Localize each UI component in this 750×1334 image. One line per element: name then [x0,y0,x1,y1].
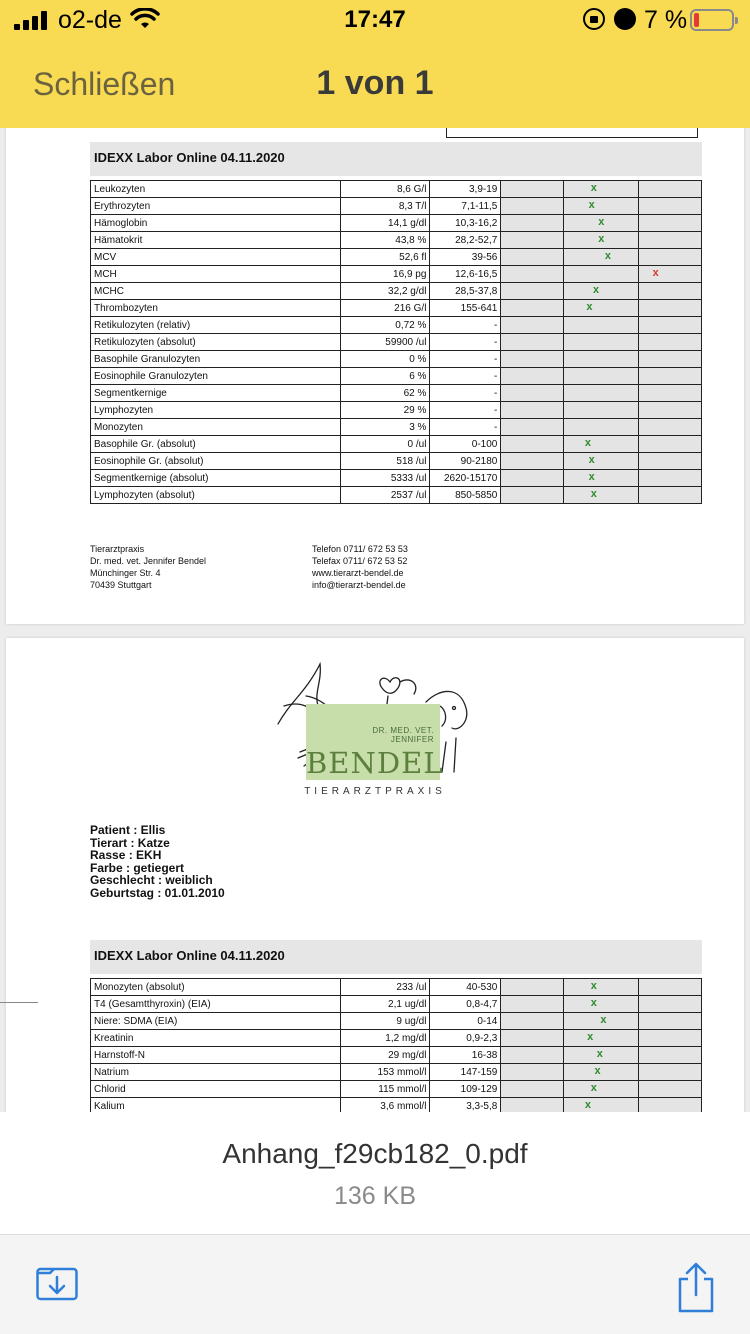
result-name: Erythrozyten [91,198,341,215]
range-bar-cell [501,300,564,317]
table-row [91,215,702,232]
bottom-toolbar [0,1234,750,1334]
range-bar-cell [639,334,702,351]
range-bar-cell [639,487,702,504]
range-bar-cell [564,300,639,317]
range-bar-cell [564,334,639,351]
range-bar-cell [564,198,639,215]
result-name: Retikulozyten (relativ) [91,317,341,334]
table-row [91,266,702,283]
table-row [91,181,702,198]
reference-range: 147-159 [430,1064,501,1081]
range-bar-cell [501,436,564,453]
table-row [91,436,702,453]
range-bar-cell [639,1013,702,1030]
table-row [91,1098,702,1113]
table-row [91,487,702,504]
range-bar-cell [564,1064,639,1081]
table-row [91,317,702,334]
range-bar-cell [564,249,639,266]
range-bar-cell [501,1081,564,1098]
practice-address: Tierarztpraxis Dr. med. vet. Jennifer Bendel Münchinger Str. 4 70439 Stuttgart [90,544,207,590]
result-name: Eosinophile Gr. (absolut) [91,453,341,470]
table-row [91,249,702,266]
range-bar-cell [501,1013,564,1030]
result-name: Hämoglobin [91,215,341,232]
result-name: Lymphozyten (absolut) [91,487,341,504]
page-frame-box [446,128,698,138]
in-range-mark: x [590,488,597,500]
alarm-icon [614,8,636,30]
in-range-mark: x [588,454,595,466]
in-range-mark: x [590,980,597,992]
result-value: 62 % [341,385,430,402]
range-bar-cell [501,487,564,504]
range-bar-cell [501,232,564,249]
range-bar-cell [501,249,564,266]
in-range-mark: x [590,182,597,194]
result-name: Basophile Gr. (absolut) [91,436,341,453]
result-value: 29 % [341,402,430,419]
navigation-header [0,0,750,128]
result-value: 6 % [341,368,430,385]
result-value: 0,72 % [341,317,430,334]
range-bar-cell [501,470,564,487]
in-range-mark: x [598,233,605,245]
range-bar-cell [639,1098,702,1113]
result-name: Lymphozyten [91,402,341,419]
result-name: Retikulozyten (absolut) [91,334,341,351]
range-bar-cell [639,996,702,1013]
result-name: Monozyten [91,419,341,436]
section-header-2 [90,940,702,974]
result-name: Kreatinin [91,1030,341,1047]
table-row [91,385,702,402]
range-bar-cell [501,1064,564,1081]
patient-color: Farbe : getiegert [90,860,185,875]
section-title: IDEXX Labor Online 04.11.2020 [94,150,285,165]
result-value: 233 /ul [341,979,430,996]
lab-results-table-2 [90,978,702,1112]
table-row [91,1047,702,1064]
range-bar-cell [639,283,702,300]
range-bar-cell [639,1064,702,1081]
logo-firstname: JENNIFER [390,735,434,744]
range-bar-cell [501,181,564,198]
status-time: 17:47 [344,6,406,33]
range-bar-cell [564,283,639,300]
range-bar-cell [564,215,639,232]
table-row [91,996,702,1013]
result-value: 14,1 g/dl [341,215,430,232]
reference-range: 12,6-16,5 [430,266,501,283]
range-bar-cell [564,1047,639,1064]
range-bar-cell [564,317,639,334]
table-row [91,402,702,419]
range-bar-cell [639,470,702,487]
save-to-files-icon[interactable] [36,1265,78,1301]
range-bar-cell [639,232,702,249]
range-bar-cell [501,453,564,470]
result-value: 29 mg/dl [341,1047,430,1064]
in-range-mark: x [598,216,605,228]
reference-range: - [430,385,501,402]
result-value: 0 /ul [341,436,430,453]
result-name: Eosinophile Granulozyten [91,368,341,385]
range-bar-cell [639,300,702,317]
share-icon[interactable] [676,1261,716,1313]
in-range-mark: x [590,997,597,1009]
result-value: 16,9 pg [341,266,430,283]
result-value: 518 /ul [341,453,430,470]
file-info-panel [0,1112,750,1234]
table-row [91,979,702,996]
range-bar-cell [639,198,702,215]
reference-range: 39-56 [430,249,501,266]
range-bar-cell [501,1030,564,1047]
range-bar-cell [639,1047,702,1064]
reference-range: - [430,317,501,334]
pdf-page-2 [6,638,744,1112]
file-size: 136 KB [333,1182,416,1210]
range-bar-cell [564,181,639,198]
status-bar [0,0,750,40]
result-name: Segmentkernige (absolut) [91,470,341,487]
patient-birthday: Geburtstag : 01.01.2010 [90,885,225,900]
table-row [91,198,702,215]
in-range-mark: x [594,1065,601,1077]
patient-breed: Rasse : EKH [90,848,162,862]
result-name: Leukozyten [91,181,341,198]
range-bar-cell [564,419,639,436]
range-bar-cell [639,317,702,334]
range-bar-cell [564,979,639,996]
range-bar-cell [501,368,564,385]
rotation-lock-icon [583,8,605,30]
result-name: T4 (Gesamtthyroxin) (EIA) [91,996,341,1013]
table-row [91,232,702,249]
table-row [91,1081,702,1098]
range-bar-cell [501,1047,564,1064]
reference-range: 109-129 [430,1081,501,1098]
reference-range: 10,3-16,2 [430,215,501,232]
result-name: MCV [91,249,341,266]
range-bar-cell [564,1030,639,1047]
range-bar-cell [501,419,564,436]
result-value: 9 ug/dl [341,1013,430,1030]
reference-range: 155-641 [430,300,501,317]
result-value: 3 % [341,419,430,436]
range-bar-cell [639,181,702,198]
in-range-mark: x [584,1099,591,1111]
section-header [90,142,702,176]
range-bar-cell [639,1081,702,1098]
result-value: 0 % [341,351,430,368]
result-value: 52,6 fl [341,249,430,266]
range-bar-cell [639,249,702,266]
in-range-mark: x [596,1048,603,1060]
patient-sex: Geschlecht : weiblich [90,873,213,887]
result-value: 32,2 g/dl [341,283,430,300]
reference-range: 850-5850 [430,487,501,504]
result-name: Kalium [91,1098,341,1113]
table-row [91,1013,702,1030]
range-bar-cell [501,1098,564,1113]
result-value: 8,6 G/l [341,181,430,198]
page-indicator: 1 von 1 [316,64,434,102]
range-bar-cell [501,334,564,351]
result-name: Monozyten (absolut) [91,979,341,996]
logo-name: BENDEL [306,746,444,780]
reference-range: 0,8-4,7 [430,996,501,1013]
range-bar-cell [564,402,639,419]
result-name: Niere: SDMA (EIA) [91,1013,341,1030]
range-bar-cell [564,266,639,283]
reference-range: - [430,334,501,351]
reference-range: 0-100 [430,436,501,453]
lab-results-table-1 [90,180,702,504]
out-of-range-mark: x [652,267,659,279]
section-title-2: IDEXX Labor Online 04.11.2020 [94,948,285,963]
reference-range: - [430,402,501,419]
scroll-indicator[interactable] [0,1002,38,1003]
range-bar-cell [639,979,702,996]
range-bar-cell [564,368,639,385]
reference-range: 3,3-5,8 [430,1098,501,1113]
result-value: 2537 /ul [341,487,430,504]
table-row [91,453,702,470]
range-bar-cell [639,385,702,402]
reference-range: - [430,419,501,436]
table-row [91,300,702,317]
in-range-mark: x [590,1082,597,1094]
result-name: MCH [91,266,341,283]
patient-name: Patient : Ellis [90,823,166,837]
range-bar-cell [501,385,564,402]
pdf-page-1 [6,128,744,624]
result-value: 5333 /ul [341,470,430,487]
result-name: Segmentkernige [91,385,341,402]
reference-range: - [430,368,501,385]
battery-icon [690,9,734,31]
table-row [91,368,702,385]
reference-range: 28,2-52,7 [430,232,501,249]
result-name: MCHC [91,283,341,300]
close-button[interactable]: Schließen [33,66,176,102]
patient-species: Tierart : Katze [90,835,170,850]
range-bar-cell [501,215,564,232]
reference-range: 7,1-11,5 [430,198,501,215]
table-row [91,334,702,351]
patient-info [90,824,225,899]
result-value: 3,6 mmol/l [341,1098,430,1113]
range-bar-cell [639,1030,702,1047]
range-bar-cell [639,402,702,419]
in-range-mark: x [587,1031,594,1043]
range-bar-cell [639,368,702,385]
range-bar-cell [564,232,639,249]
file-name: Anhang_f29cb182_0.pdf [222,1138,528,1169]
range-bar-cell [501,317,564,334]
range-bar-cell [564,470,639,487]
reference-range: 3,9-19 [430,181,501,198]
result-name: Hämatokrit [91,232,341,249]
practice-contact: Telefon 0711/ 672 53 53 Telefax 0711/ 672 53 52 www.tierarzt-bendel.de info@tierarzt-bendel.de [312,544,408,590]
table-row [91,1064,702,1081]
range-bar-cell [501,266,564,283]
range-bar-cell [639,266,702,283]
range-bar-cell [501,402,564,419]
result-name: Chlorid [91,1081,341,1098]
result-value: 2,1 ug/dl [341,996,430,1013]
table-row [91,470,702,487]
range-bar-cell [564,996,639,1013]
result-value: 8,3 T/l [341,198,430,215]
result-value: 59900 /ul [341,334,430,351]
logo-title-line: DR. MED. VET. [372,726,434,735]
document-viewport[interactable] [0,128,750,1112]
in-range-mark: x [588,471,595,483]
in-range-mark: x [600,1014,607,1026]
result-value: 43,8 % [341,232,430,249]
reference-range: 28,5-37,8 [430,283,501,300]
range-bar-cell [639,351,702,368]
range-bar-cell [564,351,639,368]
table-row [91,1030,702,1047]
range-bar-cell [564,1081,639,1098]
range-bar-cell [564,436,639,453]
range-bar-cell [639,215,702,232]
range-bar-cell [564,453,639,470]
in-range-mark: x [593,284,600,296]
reference-range: 90-2180 [430,453,501,470]
range-bar-cell [639,419,702,436]
reference-range: - [430,351,501,368]
range-bar-cell [501,351,564,368]
range-bar-cell [564,487,639,504]
range-bar-cell [564,1013,639,1030]
table-row [91,351,702,368]
reference-range: 0,9-2,3 [430,1030,501,1047]
reference-range: 0-14 [430,1013,501,1030]
result-name: Basophile Granulozyten [91,351,341,368]
practice-logo [270,662,480,798]
in-range-mark: x [586,301,593,313]
result-value: 115 mmol/l [341,1081,430,1098]
range-bar-cell [501,283,564,300]
range-bar-cell [564,385,639,402]
range-bar-cell [639,453,702,470]
range-bar-cell [639,436,702,453]
in-range-mark: x [584,437,591,449]
result-name: Harnstoff-N [91,1047,341,1064]
result-value: 216 G/l [341,300,430,317]
reference-range: 2620-15170 [430,470,501,487]
in-range-mark: x [588,199,595,211]
range-bar-cell [564,1098,639,1113]
logo-subtitle: TIERARZTPRAXIS [304,786,446,797]
carrier-name: o2-de [58,6,122,34]
in-range-mark: x [604,250,611,262]
reference-range: 16-38 [430,1047,501,1064]
result-name: Thrombozyten [91,300,341,317]
reference-range: 40-530 [430,979,501,996]
range-bar-cell [501,979,564,996]
table-row [91,283,702,300]
range-bar-cell [501,198,564,215]
result-value: 1,2 mg/dl [341,1030,430,1047]
range-bar-cell [501,996,564,1013]
result-name: Natrium [91,1064,341,1081]
table-row [91,419,702,436]
battery-percentage: 7 % [644,6,688,34]
result-value: 153 mmol/l [341,1064,430,1081]
